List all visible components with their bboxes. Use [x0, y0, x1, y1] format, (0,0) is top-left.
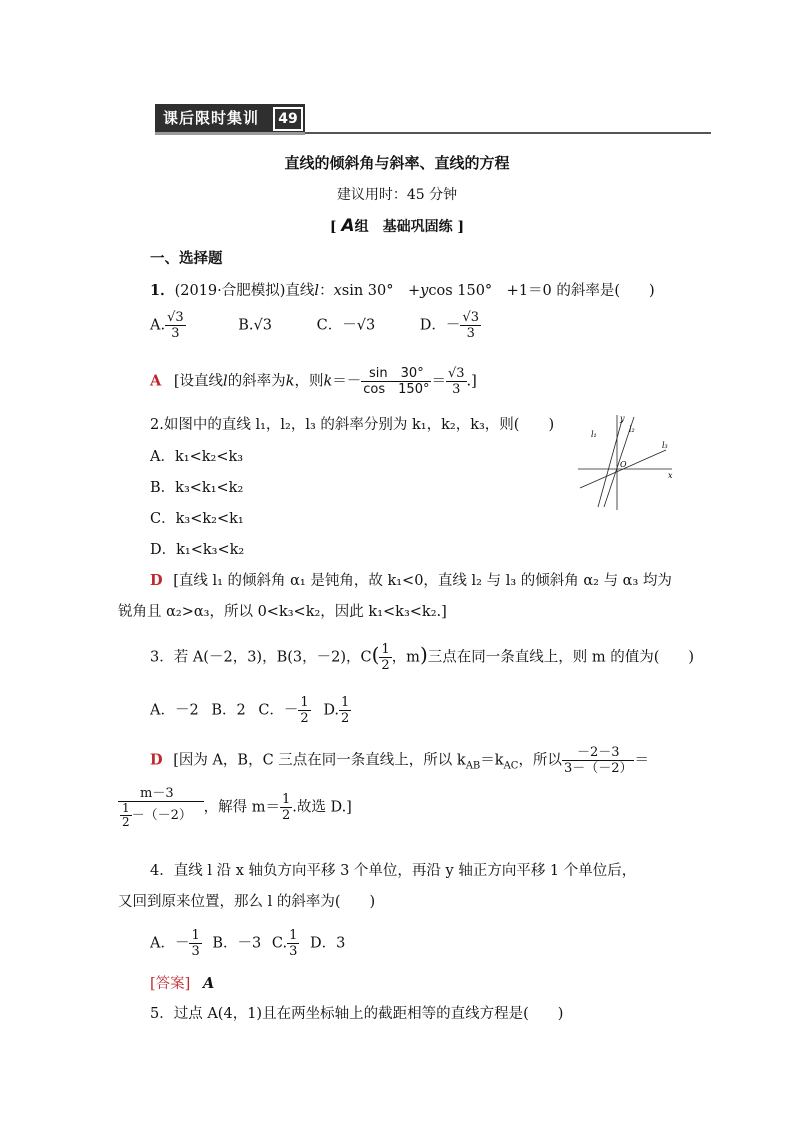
q1-ans-res-den: 3 — [452, 382, 461, 397]
q2-answer-line1 — [150, 571, 672, 591]
q1-ans-c: ，则 — [294, 373, 324, 390]
q2-option-d: D．k₁<k₃<k₂ — [150, 542, 245, 558]
q1-options — [150, 310, 481, 341]
group-letter: A — [341, 216, 355, 236]
q1-ans-eq: ＝－ — [332, 373, 362, 390]
q2-answer-line2: 锐角且 α₂>α₃，所以 0<k₃<k₂，因此 k₁<k₃<k₂.] — [118, 604, 447, 620]
section-heading: 一、选择题 — [150, 250, 223, 267]
q2-option-c: C．k₃<k₂<k₁ — [150, 511, 244, 527]
q1-opt-a-label: A. — [150, 317, 166, 334]
q4-options — [150, 928, 345, 959]
q3-ans-mid: ＝k — [480, 752, 504, 769]
q1-cos: cos 150° +1＝0 的斜率是( ) — [428, 283, 655, 299]
q3-c-m: ，m — [391, 649, 420, 666]
banner-number: 49 — [273, 107, 303, 131]
q1-ans-res-num: √3 — [447, 366, 465, 381]
q2-stem: 2.如图中的直线 l₁，l₂，l₃ 的斜率分别为 k₁，k₂，k₃，则( ) — [150, 417, 555, 433]
q1-opt-b-label: B. — [238, 317, 254, 334]
q3-c-num: 1 — [381, 642, 390, 657]
q4-opt-a: A．－ — [150, 935, 190, 952]
q2-figure — [574, 412, 676, 512]
q4-line1: 4．直线 l 沿 x 轴负方向平移 3 个单位，再沿 y 轴正方向平移 1 个单位后， — [150, 863, 637, 879]
q3-options — [150, 695, 351, 726]
q1-ans-a: [设直线 — [173, 373, 224, 390]
q3-ans-c: ，解得 m＝ — [203, 799, 280, 816]
q1-stem-a: (2019·合肥模拟)直线 — [174, 283, 315, 299]
q1-ans-b: 的斜率为 — [227, 373, 286, 390]
fig-label-y: y — [620, 414, 625, 423]
group-bracket-left: [ — [329, 219, 337, 235]
q3-ans-sub1: AB — [465, 760, 481, 772]
q3-ans-f2-den-a: 1 — [122, 801, 130, 815]
q2-answer-letter: D — [150, 572, 163, 589]
q2-option-b: B．k₃<k₁<k₂ — [150, 480, 244, 496]
q1-opt-a-num: √3 — [167, 310, 184, 325]
q1-opt-c-label: C．－ — [316, 317, 357, 334]
q3-stem-b: 三点在同一条直线上，则 m 的值为( ) — [427, 649, 695, 666]
q3-answer-line2 — [118, 786, 352, 829]
q1-opt-d-den: 3 — [466, 326, 475, 341]
q1-ans-l: l — [223, 373, 228, 390]
group-heading — [0, 216, 794, 236]
q1-answer — [150, 366, 477, 397]
fig-label-l3: l₃ — [662, 441, 668, 450]
q5-stem: 5．过点 A(4，1)且在两坐标轴上的截距相等的直线方程是( ) — [150, 1006, 564, 1022]
q1-stem — [150, 281, 655, 301]
page-title: 直线的倾斜角与斜率、直线的方程 — [284, 154, 510, 172]
fig-label-l1: l₁ — [591, 430, 597, 439]
q3-opt-c-den: 2 — [300, 711, 309, 726]
q3-ans-a: [因为 A，B，C 三点在同一条直线上，所以 k — [173, 752, 466, 769]
q3-answer-letter: D — [150, 751, 163, 769]
q1-stem-b: ： — [319, 283, 334, 299]
q3-ans-r-den: 2 — [281, 808, 291, 823]
q4-answer-value: A — [202, 975, 215, 992]
q1-opt-d-num: √3 — [462, 310, 479, 325]
q4-opt-c: C. — [271, 935, 288, 952]
q3-ans-b: ，所以 — [518, 752, 562, 769]
q3-ans-f1-den: 3－（－2） — [563, 761, 633, 776]
q3-ans-r-num: 1 — [281, 792, 291, 807]
q1-ans-k2: k — [323, 373, 333, 390]
q3-stem-a: 3．若 A(－2，3)，B(3，－2)，C — [150, 649, 372, 666]
q1-ans-eq2: ＝ — [431, 373, 446, 390]
q1-var-l: l — [314, 283, 320, 299]
q3-ans-f1-num: －2－3 — [562, 745, 635, 761]
q1-opt-a-den: 3 — [171, 326, 180, 341]
q4-line2: 又回到原来位置，那么 l 的斜率为( ) — [118, 894, 376, 910]
q3-stem: 3．若 A(－2，3)，B(3，－2)，C( $\frac{1}{2}$ ，m)三点在同一条直线上，则 m 的值为( ) — [150, 642, 695, 673]
group-label: 组 基础巩固练 — [354, 219, 453, 235]
q3-ans-sub2: AC — [503, 760, 519, 772]
q1-opt-b-val: √3 — [253, 317, 272, 334]
q1-ans-frac-num: sin 30° — [361, 366, 431, 382]
banner-shadow — [155, 132, 305, 135]
q3-answer-line1 — [150, 745, 649, 776]
q4-opt-d: D．3 — [309, 935, 346, 952]
q4-opt-c-num: 1 — [289, 928, 298, 943]
q3-opt-d-num: 1 — [341, 695, 350, 710]
q3-ans-eq: ＝ — [634, 752, 649, 769]
q1-answer-letter: A — [150, 372, 162, 390]
q1-var-x: x — [333, 283, 342, 299]
q3-c-den: 2 — [381, 658, 390, 673]
q3-opt-d-den: 2 — [341, 711, 350, 726]
q3-opt-d: D. — [323, 702, 340, 719]
q2-ans-line1: [直线 l₁ 的倾斜角 α₁ 是钝角，故 k₁<0，直线 l₂ 与 l₃ 的倾斜角 α₂ 与 α₃ 均为 — [173, 573, 672, 589]
q4-answer-label: [答案] — [150, 976, 191, 992]
q1-sin: sin 30° + — [341, 283, 421, 299]
q3-opt-a: A．－2 — [150, 702, 199, 719]
fig-label-l2: l₂ — [629, 425, 635, 434]
group-bracket-right: ] — [457, 219, 465, 235]
q3-opt-c: C．－ — [258, 702, 299, 719]
q3-ans-f2-den-b: 2 — [122, 815, 130, 829]
q3-opt-c-num: 1 — [300, 695, 309, 710]
q1-ans-k: k — [285, 373, 295, 390]
q4-opt-c-den: 3 — [289, 944, 298, 959]
q4-opt-a-num: 1 — [191, 928, 200, 943]
q1-number: 1． — [150, 282, 175, 299]
q1-var-y: y — [420, 283, 429, 299]
fig-label-o: O — [620, 460, 627, 469]
q4-opt-b: B．－3 — [212, 935, 262, 952]
suggest-time: 建议用时：45 分钟 — [336, 187, 458, 203]
q3-ans-f2-den-c: －（－2） — [131, 808, 192, 823]
header-rule — [305, 132, 711, 134]
q3-ans-end: .故选 D.] — [292, 799, 352, 816]
q1-ans-frac-den: cos 150° — [363, 382, 430, 397]
q1-opt-d-label: D．－ — [419, 317, 461, 334]
q4-opt-a-den: 3 — [191, 944, 200, 959]
fig-label-x: x — [668, 471, 673, 480]
q1-opt-c-val: √3 — [356, 317, 376, 334]
q1-ans-end: .] — [466, 373, 477, 390]
q4-answer — [150, 974, 214, 994]
q3-ans-f2-num: m－3 — [118, 786, 204, 802]
q3-opt-b: B．2 — [211, 702, 246, 719]
q2-option-a: A．k₁<k₂<k₃ — [150, 449, 244, 465]
banner-title: 课后限时集训 — [163, 109, 260, 127]
